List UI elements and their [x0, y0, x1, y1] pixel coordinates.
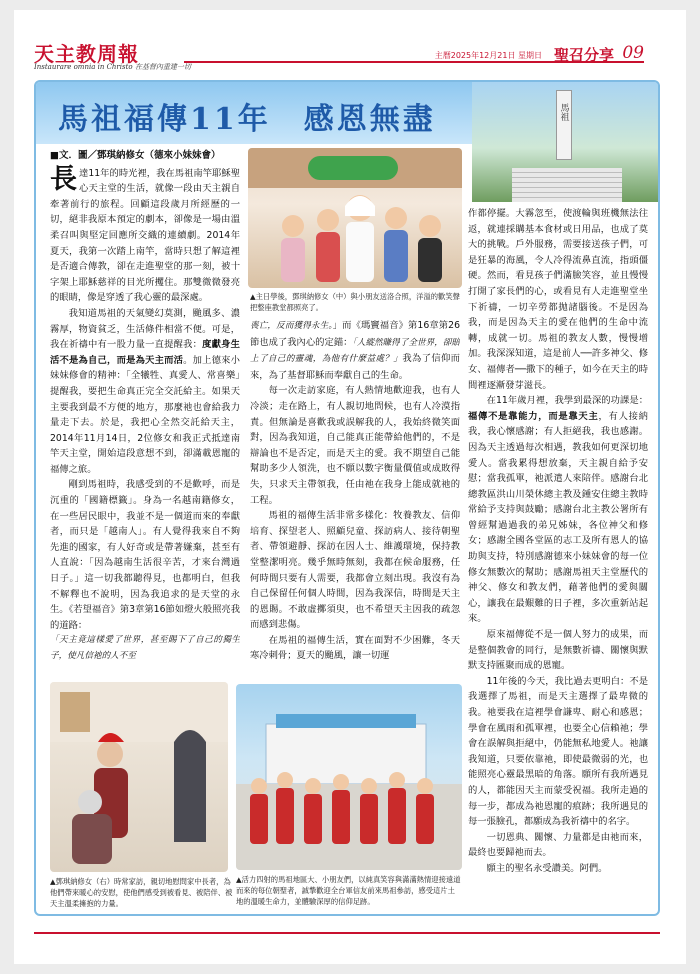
paragraph: 作都停擺。大霧忽至，使渡輪與班機無法往返，就連採購基本食材或日用品，也成了莫大的挑戰。戶外服務，需要接送孩子們，可是狂暴的海風，令人冷得流鼻直流，指頭僵硬。然而，看見孩子們滿臉笑容，並且慢慢打開了家長們的心，或看見有人走進聖堂坐下祈禱，一切辛勞都抛諸腦後。不是因為我，而是因為天主的愛在他們的生命中流轉，成就一切。馬祖的教友人數，慢慢增加。我深深知道，這是前人──許多神父、修女、福傳者──撒下的種子，如今在天主的時間裡逐漸發芽滋長。 [468, 208, 648, 391]
paragraph: 長達11年的時光裡，我在馬祖南竿耶穌聖心天主堂的生活，就像一段由天主親自牽著前行的旅程。回顧這段歲月所經歷的一切，絕非我原本預定的劇本，卻像是一場由溫柔召叫與堅定回應所交織的連續劇。2014年夏天，我第一次踏上南竿，當時只想了解這裡是否適合傳教，卻在走進聖堂的那一刻，被十字架上耶穌慈祥的目光所攫住。那雙微微發亮的眼睛，像是穿透了我心靈的最深處。 [50, 163, 240, 304]
newspaper-logo: 天主教周報 [34, 42, 139, 66]
dropcap: 長 [50, 163, 77, 195]
top-photo-caption: ▲主日學後，鄧琪納修女（中）與小朋友送洛合照，洋溢的歡笑聲把整座教堂都照亮了。 [250, 292, 460, 312]
home-visit-illustration [50, 682, 228, 872]
children-church-photo [236, 684, 462, 870]
paragraph: 剛到馬祖時，我感受到的不是歡呼，而是沉重的「國籍標籤」。身為一名越南籍修女，在一些居民眼中，我並不是一個道而來的奉獻者，而只是「越南人」。有人覺得我來自不夠先進的國家，有人好奇或是帶著嫌棄，甚至有人直說：「因為越南生活很辛苦，才來台灣過日子。」這一切我都聽得見，也都明白，但我不解釋也不說明，因為我追求的是天堂的永生。《若望福音》第3章第16節如燈火般照亮我的道路： [50, 479, 240, 631]
highlight-text: 福傳不是靠能力，而是靠天主 [468, 410, 599, 422]
paragraph: 馬祖的福傳生活非常多樣化：牧養教友、信仰培育、探望老人、照顧兒童、探訪病人、接待朝聖者、帶領避靜、探訪在因人士、維護環境，保持教堂整潔明亮。幾乎無時無刻，我都在候命服務，任何時間只要有人需要，我都會立刻出現。我沒有為自己保留任何個人時間，因為我深信，時間是天主的恩賜。不敢虛擲須臾，也不希望天主因我的疏忽而感到悲傷。 [250, 510, 460, 631]
paragraph: 喪亡，反而獲得永生。」而《瑪竇福音》第16章第26節也成了我內心的定錨：「人縱然賺得了全世界，卻賠上了自己的靈魂，為他有什麼益處？」我為了信仰而來，為了基督耶穌而奉獻自己的生命。 [250, 320, 460, 381]
monument-text: 馬祖 [558, 103, 569, 121]
page-bottom-rule [34, 932, 660, 934]
page-number: 09 [622, 43, 644, 63]
article-column-2 [250, 318, 460, 678]
paragraph: 在馬祖的福傳生活，實在面對不少困難，冬天寒冷刺骨；夏天的颱風，讓一切運 [250, 634, 460, 662]
church-children-illustration [236, 684, 462, 870]
byline: ■文．圖／鄧琪納修女（德來小妹妹會） [50, 150, 221, 161]
article-column-3 [468, 206, 648, 906]
paragraph: 在11年歲月裡，我學到最深的功課是：福傳不是靠能力，而是靠天主，有人接納我，我心懷感謝；有人拒絕我，我也感謝。因為天主透過每次相遇，教我如何更深切地愛人。當我累得想放棄，天主親自給予安慰；當我孤單，祂派遣人來陪伴。感謝台北總教區洪山川榮休總主教及鍾安住總主教時常給予支持與鼓勵；感謝台北主教公署所有曾經幫過過我的弟兄姊妹，各位神父和修女；感謝全國各堂區的志工及所有恩人的協助與支持，特別感謝德來小妹妹會的每一位修女無數次的幫助；感謝馬祖天主堂歷代的神父、修女和教友們，藉著他們的愛與關心，讓我在最艱難的日子裡，多次重新站起來。 [468, 395, 648, 625]
issue-date: 主曆2025年12月21日 星期日 [434, 51, 542, 60]
newspaper-motto: Instaurare omnia in Christo 在基督內重建一切 [34, 63, 191, 71]
monument-pillar [556, 90, 572, 160]
bottom-right-photo-caption: ▲活力四射的馬祖地區大、小朋友們，以純真笑容與滿滿熱情迎接遠道而來的每位朝聖者，誠摯歡迎全台軍信友前來馬祖參訪，感受這片土地的溫暖生命力，並體驗深厚的信仰足跡。 [236, 875, 461, 906]
home-visit-photo [50, 682, 228, 872]
article-frame [34, 80, 660, 916]
paragraph: 原來福傳從不是一個人努力的成果，而是整個教會的同行，是無數祈禱、關懷與默默支持匯聚而成的恩寵。 [468, 629, 648, 672]
article-headline: 馬祖福傳11年 感恩無盡 [58, 102, 436, 137]
paragraph: 一切恩典、關懷、力量都是由祂而來，最終也要歸祂而去。 [468, 831, 648, 859]
masthead [34, 38, 644, 72]
paragraph: 願主的聖名永受讚美。阿們。 [486, 862, 608, 874]
article-column-1 [50, 148, 240, 678]
highlight-text: 度獻身生活不是為自己，而是為天主而活 [50, 339, 240, 366]
paragraph: 每一次走訪家庭，有人熱情地歡迎我，也有人冷淡；走在路上，有人親切地問候，也有人冷漠指責。但無論是喜歡我或誤解我的人，我始終微笑面對，因為我知道，自己能真正能帶給他們的，不是辯論也不是否定，而是天主的愛。我不期望自己能幫助多少人領洗，也不願以數字衡量價值或成敗得失，只求天主帶領我，任由祂在我身上能成就祂的工程。 [250, 385, 460, 506]
children-group-illustration [248, 148, 462, 288]
paragraph: 11年後的今天，我比過去更明白：不是我選擇了馬祖，而是天主選擇了最卑微的我。祂要我在這裡學會謙卑、耐心和感恩；學會在風雨和孤單裡，也要全心信賴祂；學會在誤解與拒絕中，仍能無私地愛人。祂讓我知道，只要依靠祂，即使最微弱的光，也能照亮心靈最黑暗的角落。願所有我所遇見的人，都能因天主而蒙受祝福。我所走過的每一步，都成為祂恩寵的痕跡；我所遇見的每一張臉孔，都願成為我祈禱中的名字。 [468, 675, 648, 828]
stairs [512, 168, 622, 202]
bottom-left-photo-caption: ▲鄧琪納修女（右）時常家訪，親切地慰問家中長者，為他們帶來暖心的安慰，使他們感受到被看見、被陪伴、被天主溫柔擁抱的力量。 [50, 877, 233, 908]
paragraph: 我知道馬祖的天氣變幻莫測，颱風多、濃霧厚，物資貧乏，生活條件相當不便。可是，我在祈禱中有一股力量一直提醒我：度獻身生活不是為自己，而是為天主而活。加上德來小妹妹修會的精神：「全犧牲、真愛人、常喜樂」提醒我，要把生命真正完全交託給主。如果天主要我到最不方便的地方，那麼祂也會給我力量走下去。於是，我把心全然交託給天主，2014年11月14日，2位修女和我正式抵達南竿天主堂，開始這段意想不到，卻滿載恩寵的福傳之旅。 [50, 307, 240, 475]
section-title: 聖召分享 [553, 46, 614, 64]
sunday-school-photo [248, 148, 462, 288]
paragraph: 「天主竟這樣愛了世界，甚至賜下了自己的獨生子，使凡信祂的人不至 [50, 635, 240, 661]
matsu-monument-photo [472, 82, 658, 202]
